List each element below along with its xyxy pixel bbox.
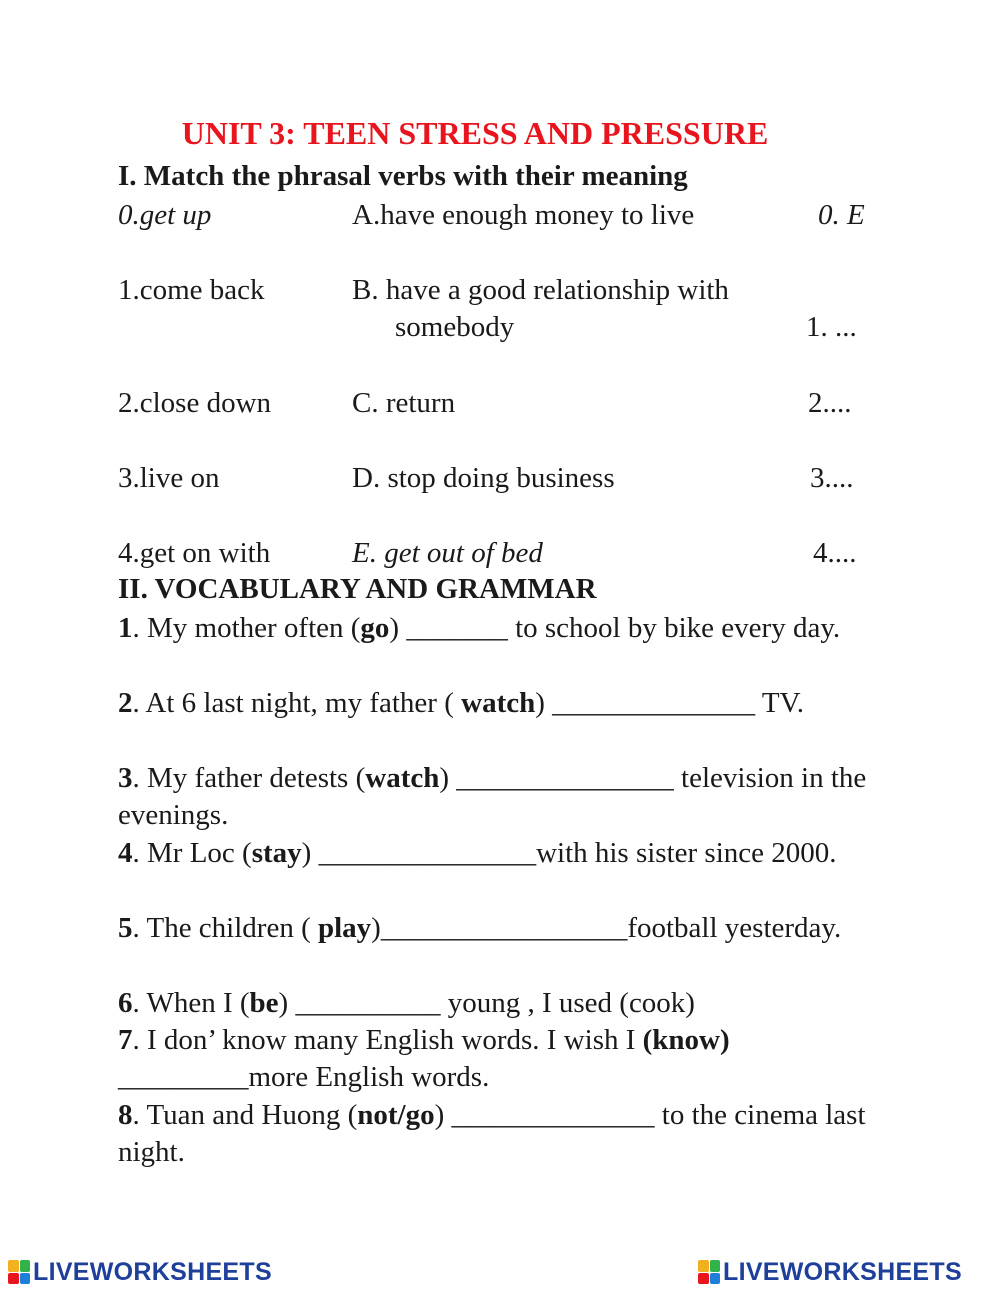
- question-text: . The children (: [132, 912, 318, 944]
- verb-3: 3.live on: [118, 462, 220, 494]
- verb-0: 0.get up: [118, 199, 212, 231]
- question-number: 7: [118, 1024, 133, 1056]
- logo-text: LIVEWORKSHEETS: [723, 1257, 962, 1286]
- question-text: ): [278, 987, 296, 1019]
- question-4: [118, 835, 878, 872]
- question-number: 6: [118, 987, 133, 1019]
- meaning-e: E. get out of bed: [352, 537, 543, 569]
- verb-hint: (know): [642, 1024, 730, 1056]
- question-number: 5: [118, 912, 133, 944]
- question-text: football yesterday.: [627, 912, 842, 944]
- answer-2[interactable]: 2....: [808, 387, 852, 419]
- meaning-d: D. stop doing business: [352, 462, 615, 494]
- question-text: to school by bike every day.: [507, 612, 841, 644]
- verb-hint: watch: [461, 687, 536, 719]
- question-5: [118, 910, 878, 947]
- question-text: ): [389, 612, 407, 644]
- verb-1: 1.come back: [118, 274, 265, 306]
- question-text: . My mother often (: [132, 612, 361, 644]
- question-8: [118, 1097, 878, 1171]
- verb-hint: watch: [365, 762, 440, 794]
- question-number: 8: [118, 1099, 133, 1131]
- question-text: ): [301, 837, 319, 869]
- answer-blank[interactable]: _______________: [456, 762, 674, 794]
- question-text: ): [434, 1099, 452, 1131]
- question-number: 1: [118, 612, 133, 644]
- answer-blank[interactable]: ______________: [552, 687, 756, 719]
- question-text: . When I (: [132, 987, 250, 1019]
- question-number: 3: [118, 762, 133, 794]
- answer-0: 0. E: [818, 199, 865, 231]
- section1-heading: I. Match the phrasal verbs with their meaning: [118, 160, 688, 192]
- meaning-a: A.have enough money to live: [352, 199, 695, 231]
- question-text: . At 6 last night, my father (: [132, 687, 462, 719]
- section2-heading: II. VOCABULARY AND GRAMMAR: [118, 573, 597, 605]
- answer-1[interactable]: 1. ...: [806, 311, 857, 343]
- question-text: young , I used (cook): [440, 987, 695, 1019]
- question-text: more English words.: [248, 1061, 490, 1093]
- question-7: [118, 1022, 878, 1096]
- question-number: 2: [118, 687, 133, 719]
- question-text: . My father detests (: [132, 762, 366, 794]
- answer-4[interactable]: 4....: [813, 537, 857, 569]
- verb-2: 2.close down: [118, 387, 272, 419]
- question-number: 4: [118, 837, 133, 869]
- question-text: . I don’ know many English words. I wish I: [132, 1024, 643, 1056]
- answer-blank[interactable]: _________: [118, 1061, 249, 1093]
- liveworksheets-logo-icon: [698, 1260, 720, 1284]
- question-6: [118, 985, 878, 1022]
- answer-3[interactable]: 3....: [810, 462, 854, 494]
- question-3: [118, 760, 878, 834]
- question-2: [118, 685, 878, 722]
- question-text: TV.: [755, 687, 805, 719]
- question-text: ): [371, 912, 381, 944]
- question-text: television in the evenings.: [118, 762, 867, 831]
- meaning-c: C. return: [352, 387, 456, 419]
- answer-blank[interactable]: _______: [406, 612, 508, 644]
- question-text: with his sister since 2000.: [536, 837, 837, 869]
- verb-hint: not/go: [357, 1099, 435, 1131]
- liveworksheets-logo-left[interactable]: [8, 1257, 272, 1287]
- question-text: to the cinema last night.: [118, 1099, 866, 1168]
- answer-blank[interactable]: _________________: [380, 912, 628, 944]
- answer-blank[interactable]: ______________: [451, 1099, 655, 1131]
- meaning-b: B. have a good relationship with: [352, 274, 729, 306]
- worksheet-title: UNIT 3: TEEN STRESS AND PRESSURE: [181, 115, 769, 151]
- verb-hint: play: [317, 912, 372, 944]
- question-1: [118, 610, 878, 647]
- question-text: ): [535, 687, 553, 719]
- question-text: ): [439, 762, 457, 794]
- verb-hint: stay: [251, 837, 302, 869]
- verb-hint: be: [249, 987, 279, 1019]
- liveworksheets-logo-icon: [8, 1260, 30, 1284]
- verb-4: 4.get on with: [118, 537, 271, 569]
- answer-blank[interactable]: __________: [295, 987, 441, 1019]
- question-text: . Mr Loc (: [132, 837, 252, 869]
- question-text: . Tuan and Huong (: [132, 1099, 358, 1131]
- logo-text: LIVEWORKSHEETS: [33, 1257, 272, 1286]
- meaning-b-cont: somebody: [395, 311, 515, 343]
- verb-hint: go: [360, 612, 390, 644]
- liveworksheets-logo-right[interactable]: [698, 1257, 962, 1287]
- answer-blank[interactable]: _______________: [318, 837, 537, 869]
